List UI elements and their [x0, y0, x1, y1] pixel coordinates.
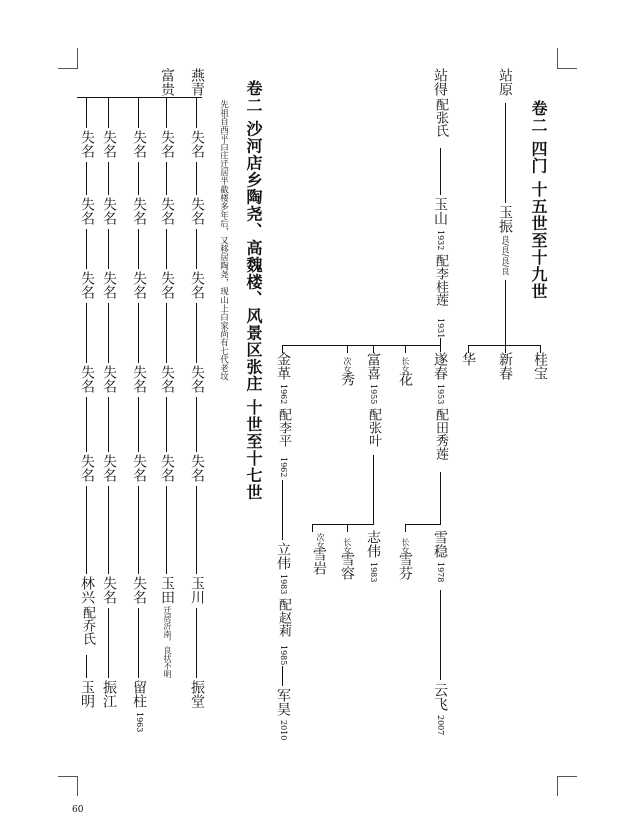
person-zhande: 站得 — [432, 68, 448, 96]
lineage-line — [86, 655, 87, 678]
person-shiming: 失名 — [131, 197, 147, 225]
junhao-year: 2010 — [279, 720, 288, 741]
person-shiming: 失名 — [189, 271, 205, 299]
crop-mark — [557, 48, 558, 68]
person-yuchuan: 玉川 — [189, 576, 205, 604]
crop-mark — [77, 776, 78, 796]
yutian-note: 迁居沂南，良状不明 — [163, 606, 172, 678]
section2-title: 卷二 沙河店乡陶尧、高魏楼、风景区张庄 十世至十七世 — [244, 80, 263, 502]
person-xiu: 秀 — [339, 372, 355, 386]
jinge-year: 1962 — [279, 384, 288, 405]
person-yushan: 玉山 — [432, 197, 448, 225]
person-junhao: 军昊 — [275, 688, 291, 716]
lineage-line — [138, 397, 139, 452]
lineage-line — [166, 98, 167, 128]
person-shiming: 失名 — [101, 454, 117, 482]
lineage-line — [86, 486, 87, 574]
lineage-line — [108, 303, 109, 363]
person-shiming: 失名 — [79, 197, 95, 225]
lineage-line — [196, 98, 197, 128]
lineage-line — [138, 229, 139, 269]
lineage-line — [166, 397, 167, 452]
spouse-tianxiulian: 配田秀莲 — [433, 408, 448, 460]
lineage-line — [86, 397, 87, 452]
person-zhenjiang: 振江 — [101, 680, 117, 708]
lineage-line — [138, 98, 139, 128]
crop-mark — [58, 776, 78, 777]
lineage-line — [108, 229, 109, 269]
person-liwei: 立伟 — [275, 542, 291, 570]
person-yuzhen: 玉振 — [497, 205, 513, 233]
branch-line — [282, 345, 441, 346]
lineage-line — [166, 229, 167, 269]
person-zhentang: 振堂 — [189, 680, 205, 708]
lineage-line — [440, 148, 441, 195]
lineage-line — [166, 486, 167, 574]
lineage-line — [282, 480, 283, 540]
person-shiming: 失名 — [101, 197, 117, 225]
person-shiming: 失名 — [131, 576, 147, 604]
section1-title: 卷二 四门 十五世至十九世 — [529, 100, 548, 301]
person-shiming: 失名 — [79, 365, 95, 393]
branch-line — [440, 338, 441, 352]
person-shiming: 失名 — [159, 454, 175, 482]
person-liuzhu: 留柱 — [131, 680, 147, 708]
branch-line — [312, 524, 374, 525]
lineage-line — [108, 397, 109, 452]
lineage-line — [282, 666, 283, 686]
crop-mark — [58, 68, 78, 69]
xuerong-prefix: 长女 — [343, 538, 352, 554]
person-jinge: 金革 — [275, 352, 291, 380]
person-hua2: 花 — [397, 372, 413, 386]
person-yutian: 玉田 — [159, 576, 175, 604]
zhiwei-year: 1983 — [369, 562, 378, 583]
person-shiming: 失名 — [131, 365, 147, 393]
crop-mark — [557, 776, 558, 796]
branch-line — [347, 524, 348, 532]
person-shiming: 失名 — [101, 576, 117, 604]
person-shiming: 失名 — [131, 454, 147, 482]
lineage-line — [505, 280, 506, 345]
spouse-zhaoli: 配赵莉 — [276, 598, 291, 637]
lineage-line — [196, 229, 197, 269]
lineage-line — [86, 303, 87, 363]
liuzhu-year: 1963 — [135, 712, 144, 733]
lineage-line — [196, 162, 197, 195]
lineage-line — [108, 98, 109, 128]
person-suichun: 遂春 — [432, 352, 448, 380]
lineage-line — [108, 608, 109, 678]
person-shiming: 失名 — [159, 271, 175, 299]
person-xuefen: 雪芬 — [397, 552, 413, 580]
lineage-line — [505, 103, 506, 203]
spouse-liguilian: 配李桂莲 — [433, 254, 448, 306]
person-xuewen: 雪稳 — [432, 530, 448, 558]
spouse-zhaoli-year: 1985 — [279, 645, 288, 666]
lineage-line — [86, 229, 87, 269]
hua2-prefix: 长女 — [401, 357, 410, 373]
lineage-line — [196, 486, 197, 574]
person-shiming: 失名 — [101, 365, 117, 393]
branch-line — [405, 345, 406, 353]
lineage-line — [138, 608, 139, 678]
spouse-qiao: 配乔氏 — [80, 606, 95, 645]
person-shiming: 失名 — [159, 197, 175, 225]
person-yuming: 玉明 — [79, 680, 95, 708]
person-shiming: 失名 — [131, 271, 147, 299]
lineage-line — [196, 608, 197, 678]
person-shiming: 失名 — [189, 365, 205, 393]
person-guibao: 桂宝 — [532, 352, 548, 380]
yuzhen-note: 良/良/良/良 — [501, 235, 510, 276]
branch-line — [405, 524, 441, 525]
yunfei-year: 2007 — [436, 715, 445, 736]
suichun-year: 1953 — [436, 384, 445, 405]
person-shiming: 失名 — [79, 130, 95, 158]
section2-note: 先祖自西平白庄迁居半截楼多年后，又移居陶尧，现山上白家尚有七代老坟 — [218, 100, 229, 381]
xiu-prefix: 次女 — [343, 357, 352, 373]
xuewen-year: 1978 — [436, 562, 445, 583]
spouse-liping: 配李平 — [276, 408, 291, 447]
lineage-line — [166, 303, 167, 363]
lineage-line — [108, 162, 109, 195]
person-shiming: 失名 — [131, 130, 147, 158]
person-shiming: 失名 — [101, 130, 117, 158]
lineage-line — [196, 303, 197, 363]
person-fugui: 富贵 — [159, 68, 175, 96]
xueyan-prefix: 次女 — [316, 533, 325, 549]
branch-line — [347, 345, 348, 353]
lineage-line — [108, 486, 109, 574]
lineage-line — [166, 162, 167, 195]
lineage-line — [440, 590, 441, 680]
person-shiming: 失名 — [189, 454, 205, 482]
person-xuerong: 雪容 — [339, 552, 355, 580]
crop-mark — [77, 48, 78, 68]
branch-line — [77, 97, 202, 98]
person-shiming: 失名 — [189, 197, 205, 225]
lineage-line — [196, 397, 197, 452]
branch-line — [405, 524, 406, 532]
person-shiming: 失名 — [159, 130, 175, 158]
page-number: 60 — [72, 805, 84, 815]
spouse-zhang: 配张氏 — [433, 98, 448, 137]
lineage-line — [86, 98, 87, 128]
xuefen-prefix: 长女 — [401, 538, 410, 554]
liwei-year: 1983 — [279, 574, 288, 595]
person-zhiwei: 志伟 — [365, 530, 381, 558]
person-shiming: 失名 — [101, 271, 117, 299]
person-shiming: 失名 — [189, 130, 205, 158]
person-xinchun: 新春 — [497, 352, 513, 380]
lineage-line — [138, 162, 139, 195]
person-fuxi: 富喜 — [365, 352, 381, 380]
crop-mark — [557, 68, 577, 69]
person-linxing: 林兴 — [79, 576, 95, 604]
yushan-year: 1932 — [436, 230, 445, 251]
branch-line — [312, 524, 313, 532]
person-yunfei: 云飞 — [432, 683, 448, 711]
lineage-line — [86, 162, 87, 195]
lineage-line — [138, 486, 139, 574]
lineage-line — [440, 472, 441, 524]
person-yanqing: 燕青 — [189, 68, 205, 96]
person-shiming: 失名 — [79, 271, 95, 299]
spouse-zhangye: 配张叶 — [366, 408, 381, 447]
person-shiming: 失名 — [79, 454, 95, 482]
lineage-line — [373, 455, 374, 525]
person-shiming: 失名 — [159, 365, 175, 393]
lineage-line — [138, 303, 139, 363]
spouse-liguilian-year: 1931 — [436, 318, 445, 339]
fuxi-year: 1955 — [369, 384, 378, 405]
spouse-liping-year: 1962 — [279, 457, 288, 478]
person-hua: 华 — [460, 352, 476, 366]
crop-mark — [557, 776, 577, 777]
person-xueyan: 雪岩 — [311, 547, 327, 575]
person-zhanyuan: 站原 — [497, 68, 513, 96]
